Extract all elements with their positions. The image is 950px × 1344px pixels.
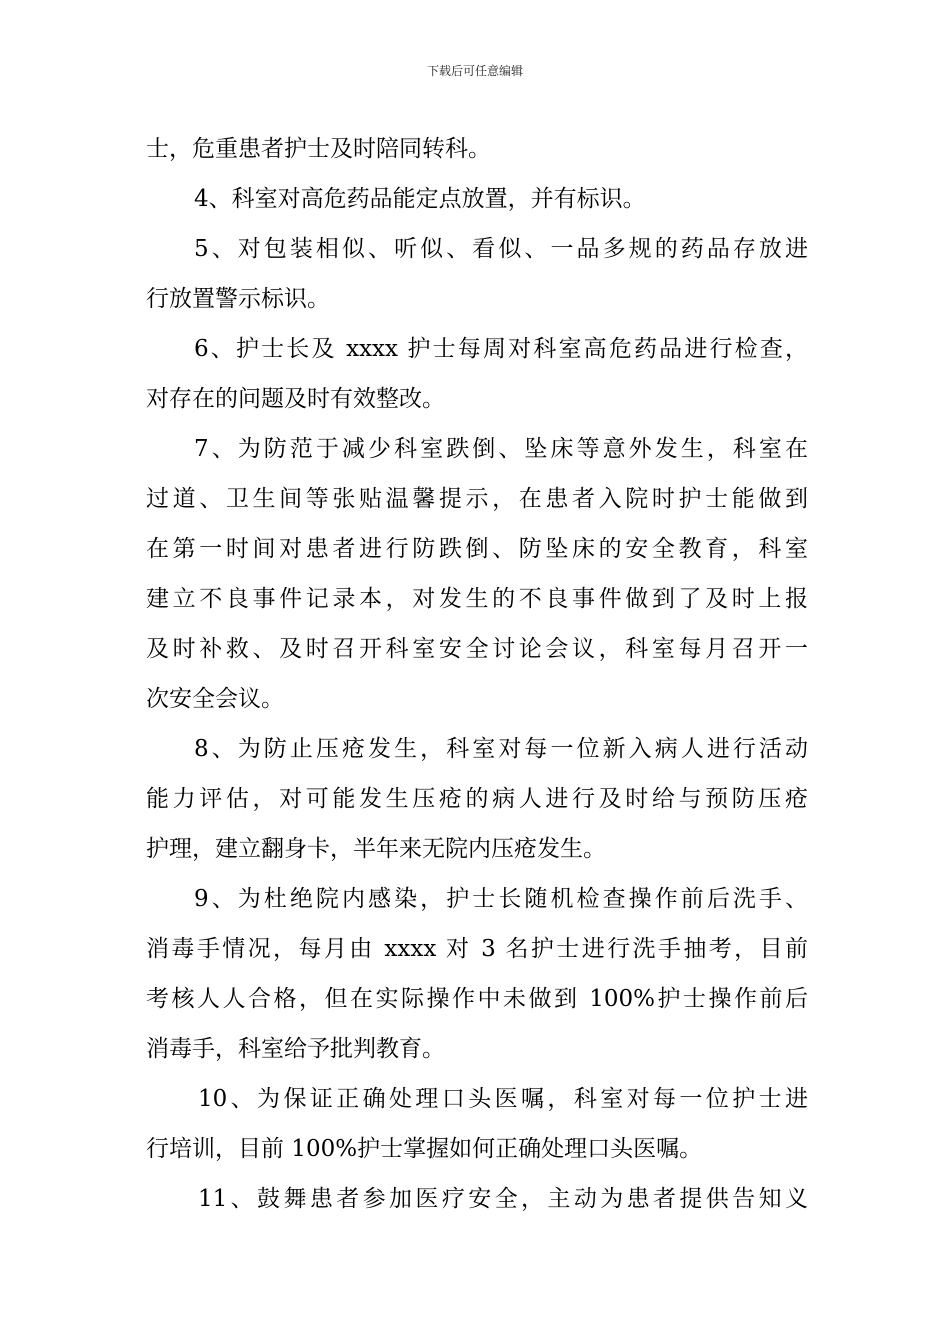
text-line: 士，危重患者护士及时陪同转科。 <box>146 136 491 162</box>
text-line: 8、为防止压疮发生，科室对每一位新入病人进行活动 <box>194 736 808 762</box>
text-line: 4、科室对高危药品能定点放置，并有标识。 <box>194 186 646 212</box>
document-body <box>146 124 808 1224</box>
text-line: 5、对包装相似、听似、看似、一品多规的药品存放进 <box>194 236 808 262</box>
text-line: 及时补救、及时召开科室安全讨论会议，科室每月召开一 <box>146 636 808 662</box>
text-line: 行培训，目前 100%护士掌握如何正确处理口头医嘱。 <box>146 1136 703 1162</box>
text-line: 对存在的问题及时有效整改。 <box>146 386 445 412</box>
text-line: 考核人人合格，但在实际操作中未做到 100%护士操作前后 <box>146 986 808 1012</box>
text-line: 次安全会议。 <box>146 686 284 712</box>
page-header: 下载后可任意编辑 <box>426 64 523 78</box>
text-line: 7、为防范于减少科室跌倒、坠床等意外发生，科室在 <box>194 436 808 462</box>
text-line: 消毒手，科室给予批判教育。 <box>146 1036 445 1062</box>
text-line: 行放置警示标识。 <box>146 286 330 312</box>
text-line: 11、鼓舞患者参加医疗安全，主动为患者提供告知义 <box>198 1186 808 1212</box>
text-line: 护理，建立翻身卡，半年来无院内压疮发生。 <box>146 836 606 862</box>
text-line: 在第一时间对患者进行防跌倒、防坠床的安全教育，科室 <box>146 536 808 562</box>
text-line: 消毒手情况，每月由 xxxx 对 3 名护士进行洗手抽考，目前 <box>146 936 808 962</box>
text-line: 9、为杜绝院内感染，护士长随机检查操作前后洗手、 <box>194 886 808 912</box>
text-line: 过道、卫生间等张贴温馨提示，在患者入院时护士能做到 <box>146 486 808 512</box>
text-line: 6、护士长及 xxxx 护士每周对科室高危药品进行检查， <box>194 336 808 362</box>
text-line: 能力评估，对可能发生压疮的病人进行及时给与预防压疮 <box>146 786 808 812</box>
text-line: 10、为保证正确处理口头医嘱，科室对每一位护士进 <box>198 1086 808 1112</box>
text-line: 建立不良事件记录本，对发生的不良事件做到了及时上报 <box>146 586 808 612</box>
